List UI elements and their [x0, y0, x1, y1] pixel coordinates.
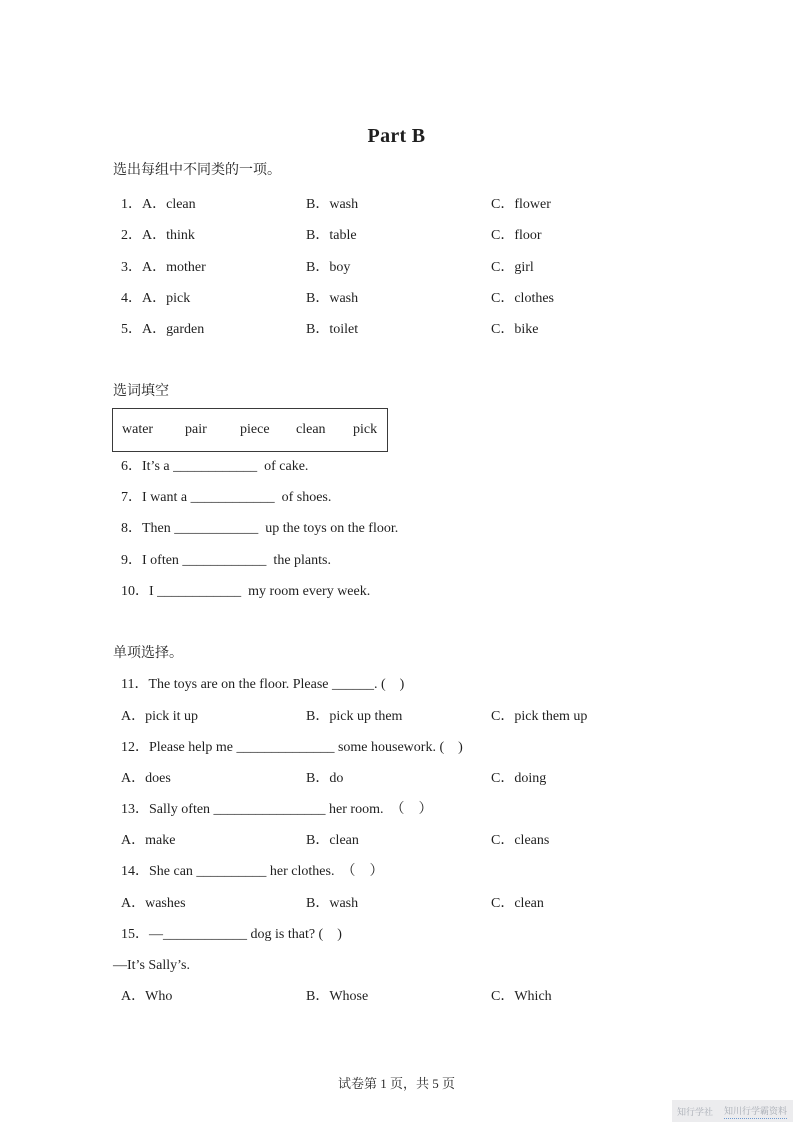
fill-question-6: 6．It’s a ____________ of cake. [121, 459, 309, 474]
mc-question-11: 11．The toys are on the floor. Please ______. ( ) [121, 677, 405, 692]
option-b: B．wash [306, 896, 359, 911]
option-a: A．Who [121, 989, 173, 1004]
option-c: C．Which [491, 989, 552, 1004]
fill-question-8: 8．Then ____________ up the toys on the floor. [121, 521, 399, 536]
option-a: A．pick it up [121, 709, 198, 724]
word-item: pick [353, 422, 378, 437]
word-item: clean [296, 422, 326, 437]
option-c: C．pick them up [491, 709, 588, 724]
option-b: B．table [306, 228, 357, 243]
fill-question-10: 10．I ____________ my room every week. [121, 584, 371, 599]
option-a: A．make [121, 833, 176, 848]
mc-options-15 [0, 987, 793, 1007]
section1-instruction: 选出每组中不同类的一项。 [113, 163, 281, 178]
option-a: 5．A．garden [121, 322, 205, 337]
question-row-5 [0, 320, 793, 340]
mc-options-12 [0, 769, 793, 789]
watermark-right-text: 知川行学霸资料 [724, 1104, 787, 1119]
option-c: C．doing [491, 771, 547, 786]
mc-question-15: 15．—____________ dog is that? ( ) [121, 927, 342, 942]
option-a: 4．A．pick [121, 291, 191, 306]
option-a: 1．A．clean [121, 197, 196, 212]
question-row-3 [0, 258, 793, 278]
option-a: 3．A．mother [121, 260, 206, 275]
option-b: B．pick up them [306, 709, 403, 724]
word-item: pair [185, 422, 207, 437]
option-c: C．floor [491, 228, 542, 243]
question-row-2 [0, 226, 793, 246]
mc-question-15-answer-line: —It’s Sally’s. [113, 958, 191, 973]
mc-question-14: 14．She can __________ her clothes. （ ） [121, 864, 384, 879]
option-b: B．Whose [306, 989, 369, 1004]
option-b: B．wash [306, 291, 359, 306]
option-c: C．clothes [491, 291, 554, 306]
option-b: B．clean [306, 833, 359, 848]
option-c: C．cleans [491, 833, 550, 848]
mc-question-13: 13．Sally often ________________ her room. （ ） [121, 802, 433, 817]
option-b: B．toilet [306, 322, 359, 337]
mc-question-12: 12．Please help me ______________ some housework. ( ) [121, 740, 463, 755]
question-row-4 [0, 289, 793, 309]
watermark [672, 1100, 793, 1122]
footer-page-number: 试卷第 1 页，共 5 页 [337, 1076, 455, 1091]
mc-options-13 [0, 831, 793, 851]
question-row-1 [0, 195, 793, 215]
fill-question-7: 7．I want a ____________ of shoes. [121, 490, 332, 505]
fill-question-9: 9．I often ____________ the plants. [121, 553, 331, 568]
word-item: water [122, 422, 154, 437]
section2-instruction: 选词填空 [113, 384, 169, 399]
option-c: C．girl [491, 260, 534, 275]
option-c: C．flower [491, 197, 551, 212]
section3-instruction: 单项选择。 [113, 646, 183, 661]
option-c: C．clean [491, 896, 544, 911]
word-item: piece [240, 422, 270, 437]
option-a: 2．A．think [121, 228, 195, 243]
option-b: B．do [306, 771, 344, 786]
page-title: Part B [367, 125, 426, 147]
option-a: A．washes [121, 896, 186, 911]
mc-options-11 [0, 707, 793, 727]
option-c: C．bike [491, 322, 539, 337]
mc-options-14 [0, 894, 793, 914]
watermark-left-text: 知行学社 [677, 1106, 714, 1117]
option-b: B．boy [306, 260, 351, 275]
option-a: A．does [121, 771, 171, 786]
option-b: B．wash [306, 197, 359, 212]
word-bank [112, 408, 388, 452]
